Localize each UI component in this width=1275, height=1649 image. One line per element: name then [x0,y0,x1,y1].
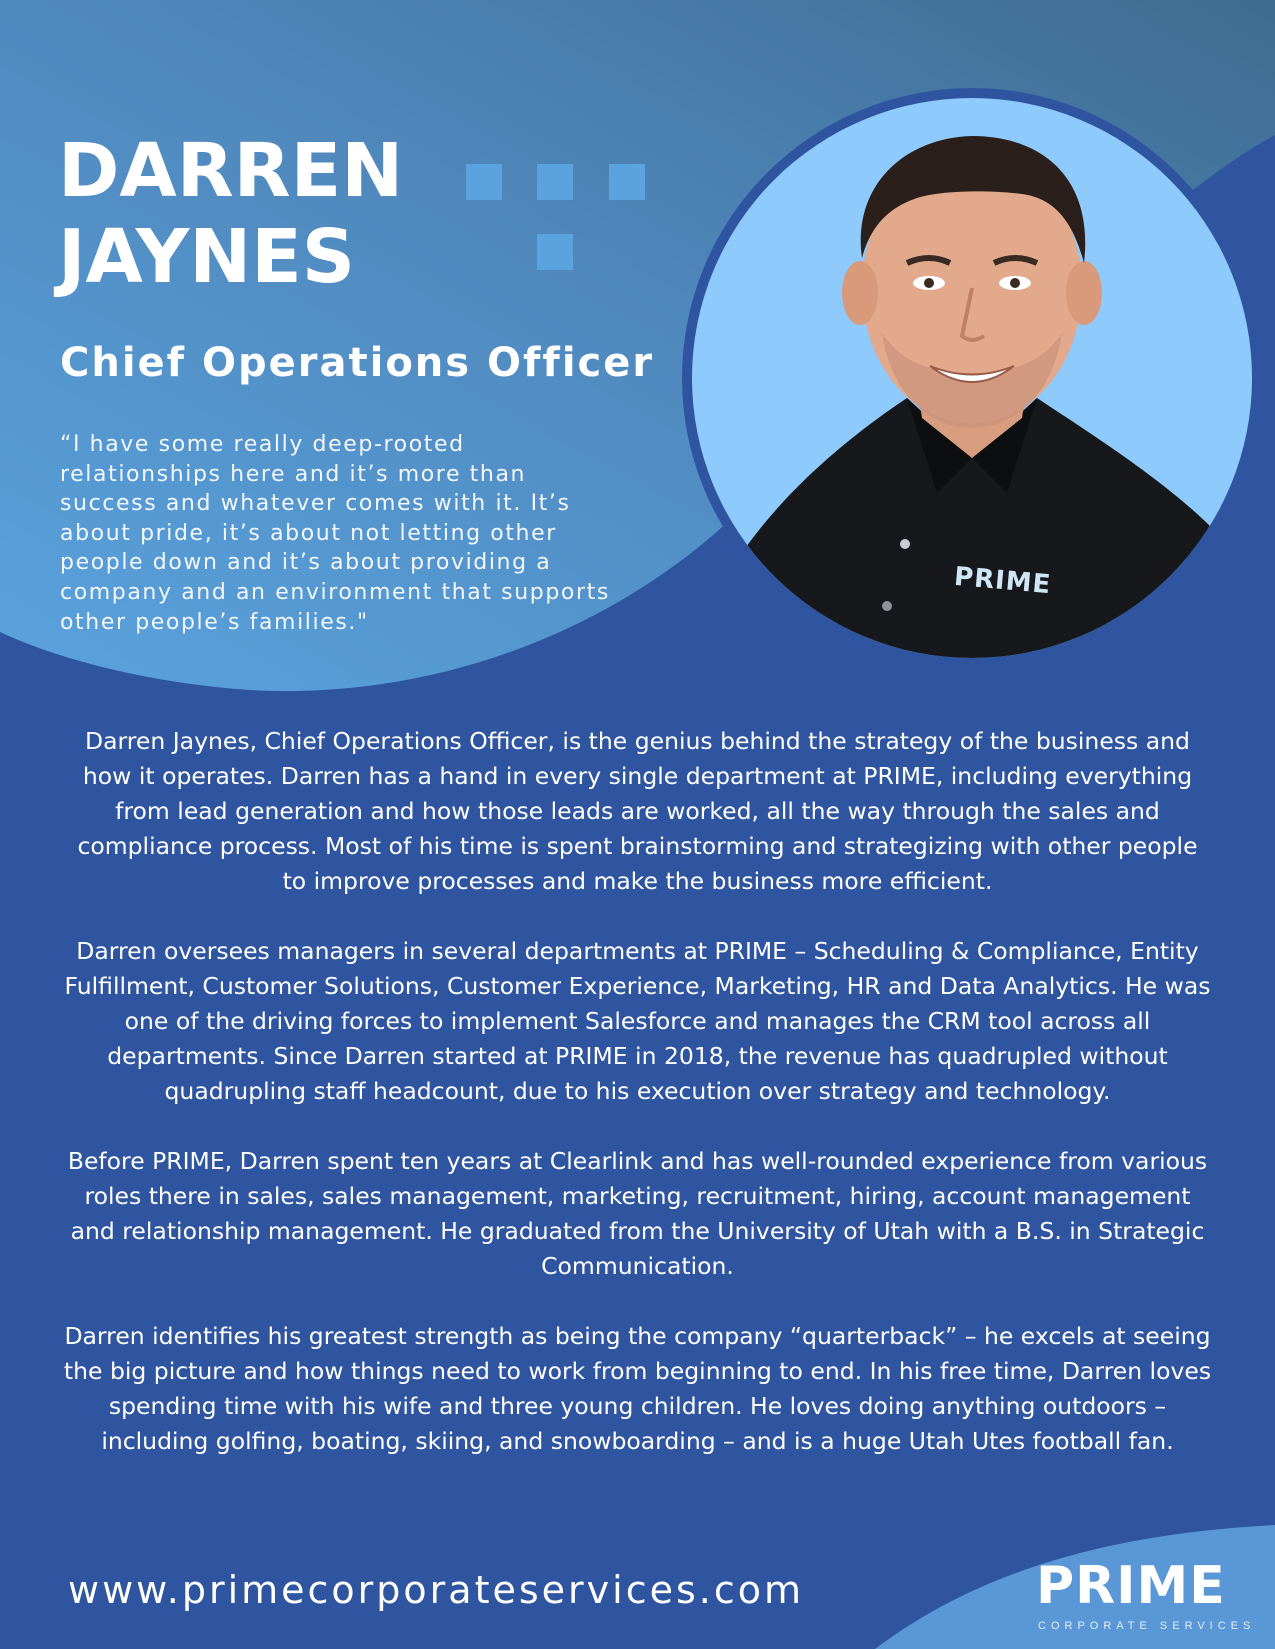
logo-wordmark: PRIME [1036,1556,1226,1616]
prime-logo [1036,1556,1256,1636]
bio-paragraph: Darren identifies his greatest strength as being the company “quarterback” – he excels at seeing the big picture and how things need to work from beginning to end. In his free time, Darren loves spending time with his wife and three young children. He loves doing anything outdoors – including golfing, boating, skiing, and snowboarding – and is a huge Utah Utes football fan. [63,1322,1212,1455]
website-link[interactable]: www.primecorporateservices.com [68,1568,804,1612]
shirt-logo: PRIME [952,561,1053,601]
logo-tagline: CORPORATE SERVICES [1038,1620,1256,1632]
bio-paragraph: Darren oversees managers in several departments at PRIME – Scheduling & Compliance, Entity Fulfillment, Customer Solutions, Customer Experience, Marketing, HR and Data Analytics. He was one of the driving forces to implement Salesforce and manages the CRM tool across all departments. Since Darren started at PRIME in 2018, the revenue has quadrupled without quadrupling staff headcount, due to his execution over strategy and technology. [64,937,1211,1105]
bio-paragraph: Before PRIME, Darren spent ten years at Clearlink and has well-rounded experience from various roles there in sales, sales management, marketing, recruitment, hiring, account management and relationship management. He graduated from the University of Utah with a B.S. in Strategic Communication. [67,1147,1208,1280]
first-name: DARREN [58,128,404,214]
bio-paragraph: Darren Jaynes, Chief Operations Officer, is the genius behind the strategy of the business and how it operates. Darren has a hand in every single department at PRIME, including everything from lead generation and how those leads are worked, all the way through the sales and compliance process. Most of his time is spent brainstorming and strategizing with other people to improve processes and make the business more efficient. [77,727,1198,895]
pull-quote: “I have some really deep-rooted relationships here and it’s more than success and whatever comes with it. It’s about pride, it’s about not letting other people down and it’s about providing a company and an environment that supports other people’s families." [60,432,610,635]
decorative-square [537,164,573,200]
decorative-square [537,234,573,270]
decorative-square [466,164,502,200]
bio-section [62,724,1213,1494]
job-title: Chief Operations Officer [60,340,655,386]
decorative-squares [466,164,646,274]
portrait-photo [692,98,1252,658]
decorative-square [609,164,645,200]
portrait-frame [682,88,1262,668]
last-name: JAYNES [58,214,356,300]
name-block [58,128,403,300]
